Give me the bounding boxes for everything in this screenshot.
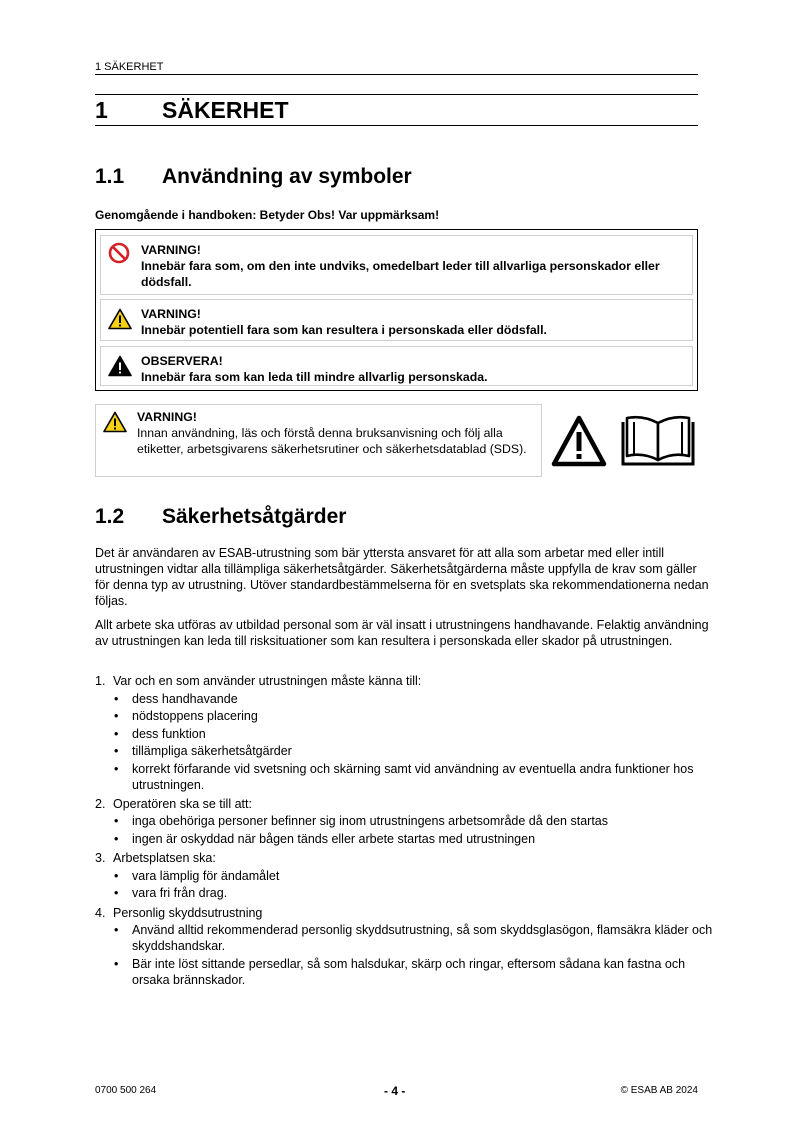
list-text: Personlig skyddsutrustning: [113, 905, 263, 920]
sub-item-text: korrekt förfarande vid svetsning och skärning samt vid användning av eventuella andra funktioner hos utrustningen.: [132, 761, 694, 792]
chapter-title-text: SÄKERHET: [162, 97, 289, 123]
sub-item-text: tillämpliga säkerhetsåtgärder: [132, 744, 292, 758]
bullet: •: [114, 868, 119, 883]
sub-item: [95, 743, 715, 761]
section-title: Säkerhetsåtgärder: [162, 505, 347, 528]
warning-triangle-icon: [108, 308, 132, 330]
sub-item: [95, 761, 715, 793]
sub-item-text: vara fri från drag.: [132, 886, 228, 900]
sub-item-text: dess funktion: [132, 726, 206, 741]
panel-text: Innebär fara som kan leda till mindre allvarlig personskada.: [141, 370, 488, 384]
sub-item-text: Bär inte löst sittande persedlar, så som halsdukar, skärp och ringar, eftersom sådana kan fastna och orsaka brännskador.: [132, 957, 686, 987]
sub-item: [95, 691, 715, 709]
symbols-intro: Genomgående i handboken: Betyder Obs! Var uppmärksam!: [95, 208, 440, 222]
sub-item-text: vara lämplig för ändamålet: [132, 868, 280, 883]
bullet: •: [114, 831, 119, 846]
chapter-title: [95, 94, 698, 126]
sub-item-text: dess handhavande: [132, 691, 238, 706]
list-item: [95, 905, 715, 923]
warning-text: Innan användning, läs och förstå denna bruksanvisning och följ alla etiketter, arbetsgivarens säkerhetsrutiner och säkerhetsdatablad (SDS).: [137, 426, 527, 456]
list-number: 3.: [95, 851, 106, 865]
panel-label: OBSERVERA!: [141, 354, 223, 368]
warning-panel: [100, 299, 693, 341]
bullet: •: [114, 814, 119, 828]
caution-triangle-black-icon: [108, 355, 132, 377]
sub-item: [95, 868, 715, 886]
read-manual-book-icon: [619, 413, 697, 469]
panel-label: VARNING!: [141, 307, 201, 321]
sub-item: [95, 708, 715, 726]
chapter-number: 1: [95, 97, 108, 123]
list-text: Arbetsplatsen ska:: [113, 851, 216, 865]
safety-list: [95, 673, 715, 988]
panel-text: Innebär fara som, om den inte undviks, omedelbart leder till allvarliga personskador eller dödsfall.: [141, 259, 660, 289]
sub-item-text: Använd alltid rekommenderad personlig skyddsutrustning, så som skyddsglasögon, flamsäkra kläder och skyddshandskar.: [132, 923, 713, 953]
symbols-box: [95, 229, 698, 391]
running-header: 1 SÄKERHET: [95, 61, 698, 75]
list-item: [95, 673, 715, 691]
section-title: Användning av symboler: [162, 165, 412, 188]
bullet: •: [114, 923, 119, 937]
read-manual-warning: [95, 404, 542, 477]
section-1-1-heading: [95, 165, 412, 189]
footer-doc-number: 0700 500 264: [95, 1085, 157, 1096]
list-item: [95, 850, 715, 868]
panel-text: Innebär potentiell fara som kan resultera i personskada eller dödsfall.: [141, 323, 547, 337]
prohibition-icon: [108, 242, 130, 264]
bullet: •: [114, 691, 119, 706]
sub-item: [95, 831, 715, 849]
bullet: •: [114, 761, 119, 776]
paragraph: Det är användaren av ESAB-utrustning som bär yttersta ansvaret för att alla som arbetar med eller intill utrustningen vidtar alla tillämpliga säkerhetsåtgärder. Säkerhetsåtgärderna måste uppfylla de krav som gäller för denna typ av utrustning. Utöver standardbestämmelserna för en svetsplats ska rekommendationerna nedan följas.: [95, 546, 709, 608]
section-number: 1.1: [95, 165, 125, 188]
list-number: 2.: [95, 796, 106, 811]
sub-item: [95, 956, 715, 988]
section-number: 1.2: [95, 505, 125, 528]
sub-item-text: ingen är oskyddad när bågen tänds eller arbete startas med utrustningen: [132, 831, 536, 846]
list-text: Var och en som använder utrustningen måste känna till:: [113, 674, 422, 688]
caution-panel: [100, 346, 693, 386]
sub-item: [95, 922, 715, 954]
sub-item: [95, 726, 715, 744]
sub-item: [95, 813, 715, 831]
section-1-2-heading: [95, 505, 346, 529]
warning-triangle-icon: [103, 411, 127, 433]
sub-item-text: nödstoppens placering: [132, 709, 258, 723]
list-text: Operatören ska se till att:: [113, 796, 252, 811]
sub-item: [95, 885, 715, 903]
warning-symbol-icon: [551, 413, 607, 469]
sub-item-text: inga obehöriga personer befinner sig inom utrustningens arbetsområde då den startas: [132, 814, 608, 828]
bullet: •: [114, 726, 119, 741]
list-number: 4.: [95, 905, 106, 920]
danger-panel: [100, 235, 693, 295]
list-number: 1.: [95, 674, 106, 688]
warning-label: VARNING!: [137, 410, 197, 424]
footer-page-number: - 4 -: [384, 1084, 406, 1098]
bullet: •: [114, 957, 119, 971]
bullet: •: [114, 709, 119, 723]
panel-label: VARNING!: [141, 243, 201, 257]
paragraph: Allt arbete ska utföras av utbildad personal som är väl insatt i utrustningens handhavande. Felaktig användning av utrustningen kan leda till risksituationer som kan resultera i personskada eller skador på utrustningen.: [95, 618, 709, 648]
list-item: [95, 796, 715, 814]
bullet: •: [114, 744, 119, 758]
footer-copyright: © ESAB AB 2024: [620, 1085, 698, 1096]
bullet: •: [114, 886, 119, 900]
